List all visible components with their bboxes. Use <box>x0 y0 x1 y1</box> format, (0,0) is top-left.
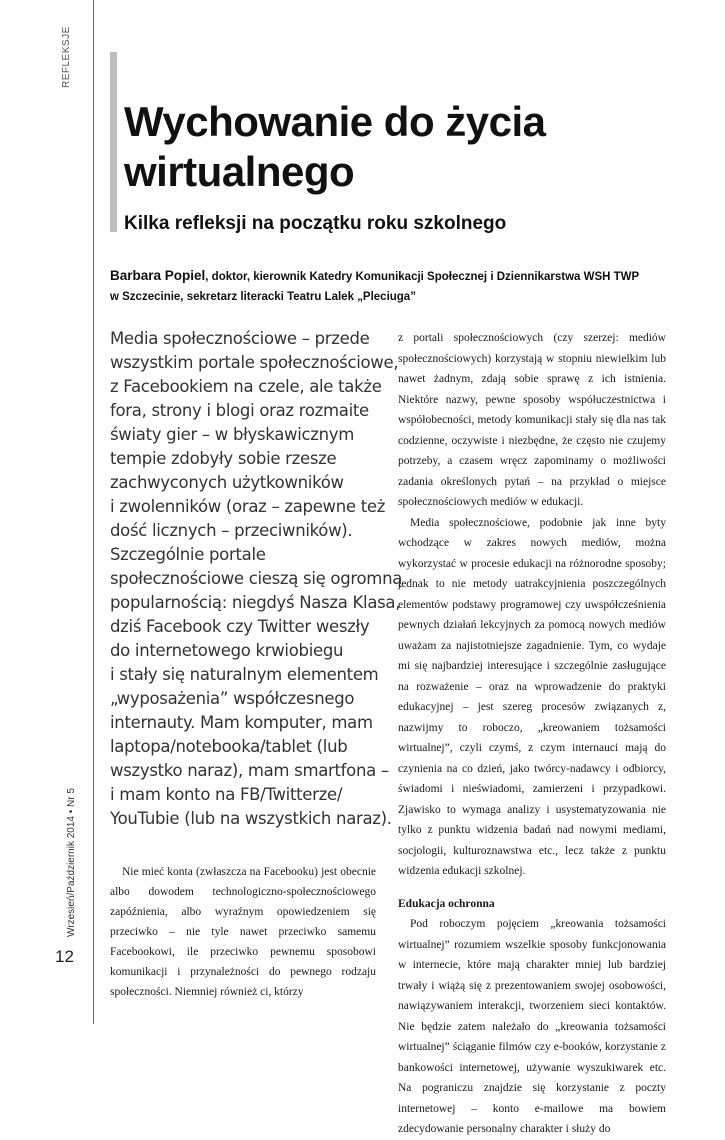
lead-line: dość licznych – przeciwników). <box>110 521 353 540</box>
author-name: Barbara Popiel <box>110 268 206 283</box>
body-paragraph: Pod roboczym pojęciem „kreowania tożsamości wirtualnej” rozumiem wszelkie sposoby funkcjonowania w internecie, które mają charakter mniej lub bardziej trwały i wiążą się z prezentowaniem swojej osobowości, nawiązywaniem interakcji, tworzeniem sieci kontaktów. Nie będzie zatem należało do „kreowania tożsamości wirtualnej” ściąganie filmów czy e-booków, korzystanie z bankowości internetowej, używanie wyszukiwarek etc. Na pograniczu znajdzie się korzystanie z poczty internetowej – konto e-mailowe ma bowiem zdecydowanie personalny charakter i służy do <box>398 918 666 1135</box>
author-line-1 <box>110 266 670 287</box>
lead-line: tempie zdobyły sobie rzesze <box>110 449 337 468</box>
article-subtitle: Kilka refleksji na początku roku szkolnego <box>124 213 507 234</box>
lead-line: dziś Facebook czy Twitter weszły <box>110 617 370 636</box>
lead-line: wszystko naraz), mam smartfona – <box>110 761 389 780</box>
lead-line: z Facebookiem na czele, ale także <box>110 377 382 396</box>
title-accent-bar <box>110 52 117 232</box>
body-paragraph: z portali społecznościowych (czy szerzej: mediów społecznościowych) korzystają w stopniu niewielkim lub nawet żadnym, zdają sobie sprawę z ich istnienia. Niektóre nazwy, pewne sposoby współuczestnictwa i współobecności, metody komunikacji stały się dla nas tak codzienne, oczywiste i niezbędne, że często nie czujemy potrzeby, a czasem wręcz zapominamy o możliwości zadania określonych pytań – na przykład o miejsce społecznościowych mediów w edukacji. <box>398 332 666 508</box>
author-affiliation: , doktor, kierownik Katedry Komunikacji Społecznej i Dziennikarstwa WSH TWP <box>205 271 640 283</box>
lead-line: internauty. Mam komputer, mam <box>110 713 373 732</box>
body-paragraph: Media społecznościowe, podobnie jak inne byty wchodzące w zakres nowych mediów, można wykorzystać w procesie edukacji na różnorodne sposoby; jednak to nie metody uatrakcyjnienia poszczególnych elementów podstawy programowej czy uwspółcześnienia pewnych działań lekcyjnych za pomocą nowych mediów uważam za najistotniejsze zagadnienie. Tym, co wydaje mi się najbardziej interesujące i szczególnie zasługujące na rozważenie – oraz na wprowadzenie do praktyki edukacyjnej – jest szereg procesów związanych z, nazwijmy to roboczo, „kreowaniem tożsamości wirtualnej”, czyli czymś, z czym internauci mają do czynienia na co dzień, jako twórcy-nadawcy i odbiorcy, świadomi i nieświadomi, zamierzeni i przypadkowi. Zjawisko to wymaga analizy i usystematyzowania nie tylko z punktu widzenia badań nad nowymi mediami, socjologii, kulturoznawstwa etc., lecz także z punktu widzenia edukacji szkolnej. <box>398 516 666 877</box>
author-block <box>110 266 670 307</box>
lead-line: Media społecznościowe – przede <box>110 329 370 348</box>
lead-line: do internetowego krwiobiegu <box>110 641 344 660</box>
left-column-body <box>110 862 376 1002</box>
body-paragraph: Nie mieć konta (zwłaszcza na Facebooku) jest obecnie albo dowodem technologiczno-społecznościowego zapóźnienia, albo wyraźnym opowiedzeniem się przeciwko – nie tyle nawet przeciwko samemu Facebookowi, ile przeciwko pewnemu sposobowi komunikacji i przynależności do pewnego rodzaju społeczności. Niemniej również ci, którzy <box>110 866 376 998</box>
lead-line: wszystkim portale społecznościowe, <box>110 353 399 372</box>
lead-line: Szczególnie portale <box>110 545 266 564</box>
lead-line: „wyposażenia” współczesnego <box>110 689 355 708</box>
lead-line: fora, strony i blogi oraz rozmaite <box>110 401 369 420</box>
author-affiliation-2: w Szczecinie, sekretarz literacki Teatru Lalek „Pleciuga” <box>110 291 416 303</box>
lead-paragraph <box>110 327 403 831</box>
lead-line: popularnością: niegdyś Nasza Klasa, <box>110 593 401 612</box>
page-number: 12 <box>55 947 74 966</box>
lead-line: i mam konto na FB/Twitterze/ <box>110 785 343 804</box>
section-heading: Edukacja ochronna <box>398 897 495 910</box>
lead-line: światy gier – w błyskawicznym <box>110 425 355 444</box>
lead-line: społecznościowe cieszą się ogromną <box>110 569 403 588</box>
right-column-body <box>398 328 666 1140</box>
lead-line: YouTubie (lub na wszystkich naraz). <box>110 809 392 828</box>
lead-line: zachwyconych użytkowników <box>110 473 344 492</box>
issue-label: Wrzesień/Październik 2014 • Nr 5 <box>66 788 77 937</box>
article-title: Wychowanie do życia wirtualnego <box>124 98 546 195</box>
margin-rule <box>93 0 94 1024</box>
lead-line: laptopa/notebooka/tablet (lub <box>110 737 348 756</box>
section-label: REFLEKSJE <box>61 26 72 88</box>
lead-line: i zwolenników (oraz – zapewne też <box>110 497 386 516</box>
lead-line: i stały się naturalnym elementem <box>110 665 379 684</box>
